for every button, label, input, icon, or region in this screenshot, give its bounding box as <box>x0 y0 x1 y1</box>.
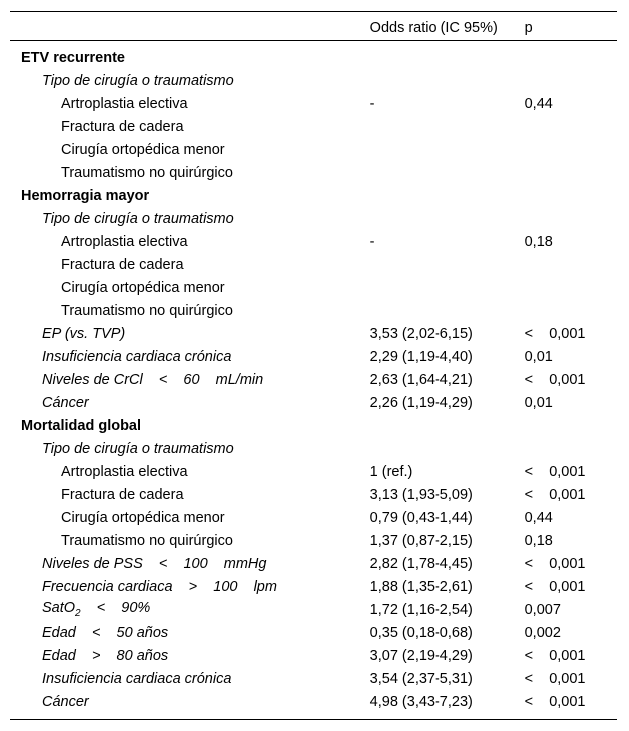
header-row <box>10 16 617 40</box>
table-row <box>10 437 617 460</box>
table-row <box>10 690 617 713</box>
odds-ratio-value: 2,29 (1,19-4,40) <box>369 348 473 365</box>
p-value: 0,44 <box>524 95 553 112</box>
top-rule <box>10 11 617 12</box>
row-label: Cirugía ortopédica menor <box>61 141 225 158</box>
row-label: Edad > 80 años <box>42 647 169 664</box>
p-value: < 0,001 <box>524 555 586 572</box>
table-row <box>10 92 617 115</box>
table-row <box>10 529 617 552</box>
bottom-rule <box>10 719 617 720</box>
row-label: Artroplastia electiva <box>61 233 188 250</box>
odds-ratio-value: 1,88 (1,35-2,61) <box>369 578 473 595</box>
row-label: Fractura de cadera <box>61 118 184 135</box>
p-value: 0,44 <box>524 509 553 526</box>
table-row <box>10 598 617 621</box>
p-value: < 0,001 <box>524 325 586 342</box>
odds-ratio-value: 3,13 (1,93-5,09) <box>369 486 473 503</box>
row-label: Traumatismo no quirúrgico <box>61 532 233 549</box>
p-value: 0,002 <box>524 624 561 641</box>
p-value: < 0,001 <box>524 486 586 503</box>
p-value: 0,007 <box>524 601 561 618</box>
p-value: 0,18 <box>524 532 553 549</box>
row-label: Artroplastia electiva <box>61 95 188 112</box>
row-label <box>10 598 370 621</box>
subgroup-label: Tipo de cirugía o traumatismo <box>42 210 234 227</box>
row-label: Niveles de CrCl < 60 mL/min <box>42 371 264 388</box>
odds-ratio-value: 3,54 (2,37-5,31) <box>369 670 473 687</box>
section-title: ETV recurrente <box>21 49 125 66</box>
row-label: Insuficiencia cardiaca crónica <box>42 348 232 365</box>
table-row <box>10 299 617 322</box>
p-value: 0,01 <box>524 348 553 365</box>
table-row <box>10 161 617 184</box>
odds-ratio-table <box>10 16 617 713</box>
odds-ratio-value: 0,79 (0,43-1,44) <box>369 509 473 526</box>
sat-label-sub: 2 <box>75 607 81 619</box>
section-row <box>10 414 617 437</box>
table-row <box>10 138 617 161</box>
p-value: < 0,001 <box>524 463 586 480</box>
p-value: < 0,001 <box>524 578 586 595</box>
table-row <box>10 207 617 230</box>
table-row <box>10 276 617 299</box>
odds-ratio-value: - <box>369 233 375 250</box>
row-label: Niveles de PSS < 100 mmHg <box>42 555 267 572</box>
table-row <box>10 621 617 644</box>
odds-ratio-value: 4,98 (3,43-7,23) <box>369 693 473 710</box>
table-row <box>10 552 617 575</box>
p-value: 0,01 <box>524 394 553 411</box>
sat-label-main: SatO <box>42 600 76 617</box>
table-row <box>10 345 617 368</box>
p-value: < 0,001 <box>524 693 586 710</box>
table-row <box>10 253 617 276</box>
row-label: Cirugía ortopédica menor <box>61 509 225 526</box>
odds-ratio-value: - <box>369 95 375 112</box>
table-row <box>10 575 617 598</box>
odds-ratio-value: 2,63 (1,64-4,21) <box>369 371 473 388</box>
header-odds-ratio: Odds ratio (IC 95%) <box>369 20 498 36</box>
header-p: p <box>524 20 533 36</box>
table-row <box>10 115 617 138</box>
table-row <box>10 69 617 92</box>
row-label: Edad < 50 años <box>42 624 169 641</box>
table-row <box>10 667 617 690</box>
p-value: < 0,001 <box>524 371 586 388</box>
row-label: EP (vs. TVP) <box>42 325 126 342</box>
row-label: Artroplastia electiva <box>61 463 188 480</box>
section-row <box>10 184 617 207</box>
odds-ratio-value: 1,37 (0,87-2,15) <box>369 532 473 549</box>
table-row <box>10 322 617 345</box>
row-label: Frecuencia cardiaca > 100 lpm <box>42 578 277 595</box>
p-value: < 0,001 <box>524 647 586 664</box>
table-row <box>10 391 617 414</box>
odds-ratio-value: 1 (ref.) <box>369 463 413 480</box>
table-row <box>10 460 617 483</box>
subgroup-label: Tipo de cirugía o traumatismo <box>42 440 234 457</box>
row-label: Insuficiencia cardiaca crónica <box>42 670 232 687</box>
odds-ratio-value: 3,53 (2,02-6,15) <box>369 325 473 342</box>
section-row <box>10 46 617 69</box>
odds-ratio-value: 3,07 (2,19-4,29) <box>369 647 473 664</box>
odds-ratio-value: 2,82 (1,78-4,45) <box>369 555 473 572</box>
subgroup-label: Tipo de cirugía o traumatismo <box>42 72 234 89</box>
odds-ratio-value: 0,35 (0,18-0,68) <box>369 624 473 641</box>
section-title: Hemorragia mayor <box>21 187 150 204</box>
header-col1 <box>10 16 370 40</box>
p-value: 0,18 <box>524 233 553 250</box>
table-row <box>10 506 617 529</box>
sat-label-rest: < 90% <box>80 600 151 617</box>
table-row <box>10 644 617 667</box>
table-row <box>10 230 617 253</box>
row-label: Traumatismo no quirúrgico <box>61 302 233 319</box>
row-label: Cáncer <box>42 693 89 710</box>
table-row <box>10 483 617 506</box>
table-row <box>10 368 617 391</box>
row-label: Cirugía ortopédica menor <box>61 279 225 296</box>
p-value: < 0,001 <box>524 670 586 687</box>
odds-ratio-value: 1,72 (1,16-2,54) <box>369 601 473 618</box>
row-label: Fractura de cadera <box>61 256 184 273</box>
section-title: Mortalidad global <box>21 417 142 434</box>
row-label: Traumatismo no quirúrgico <box>61 164 233 181</box>
odds-ratio-value: 2,26 (1,19-4,29) <box>369 394 473 411</box>
row-label: Fractura de cadera <box>61 486 184 503</box>
row-label: Cáncer <box>42 394 89 411</box>
